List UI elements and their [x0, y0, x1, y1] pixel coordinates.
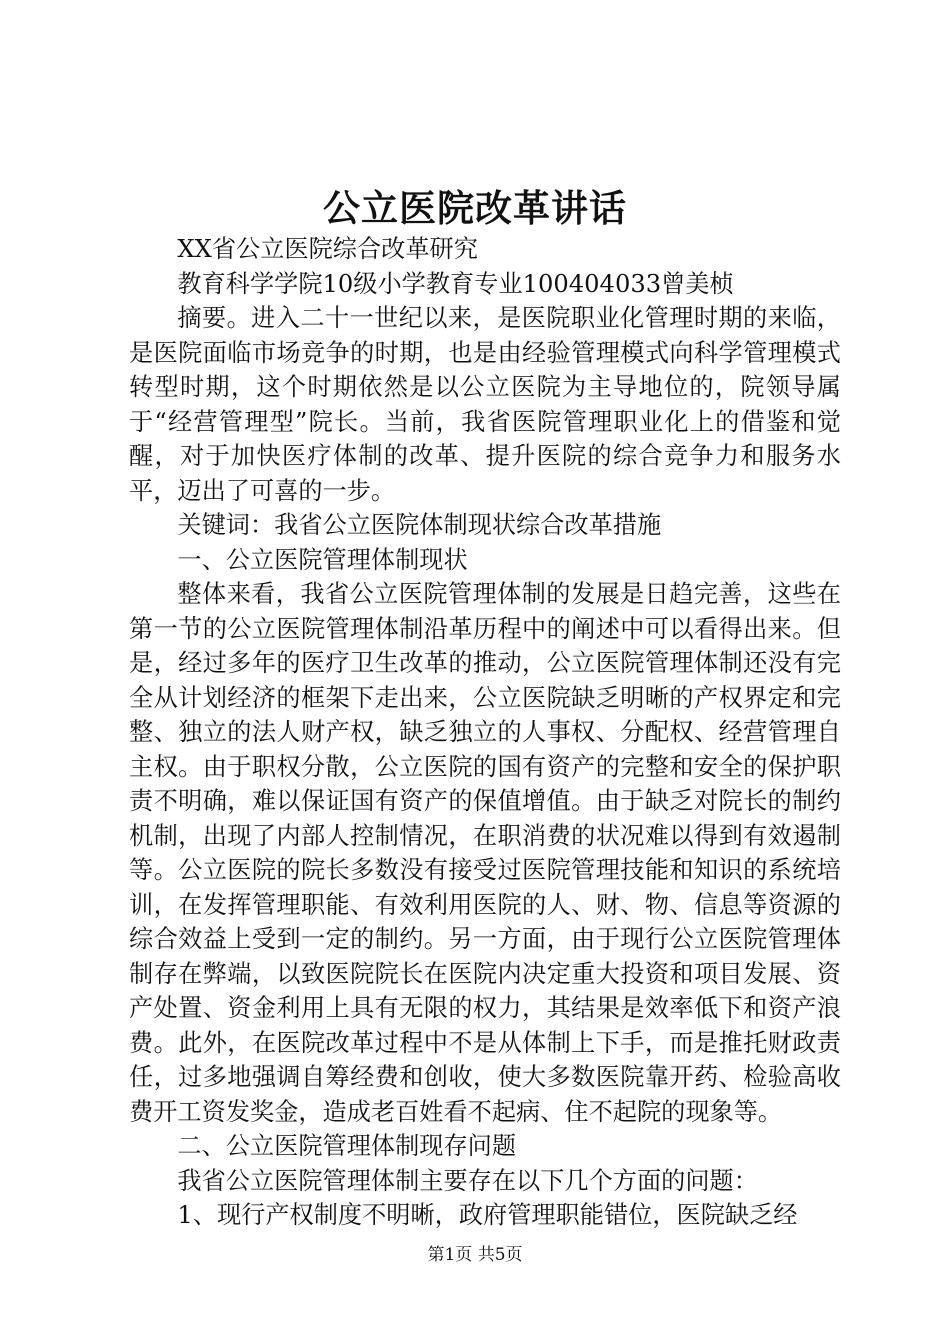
paragraph-abstract: 摘要。进入二十一世纪以来，是医院职业化管理时期的来临，是医院面临市场竞争的时期，也是由经验管理模式向科学管理模式转型时期，这个时期依然是以公立医院为主导地位的，院领导属于“经营管理型”院长。当前，我省医院管理职业化上的借鉴和觉醒，对于加快医疗体制的改革、提升医院的综合竞争力和服务水平，迈出了可喜的一步。 — [129, 304, 841, 505]
page-footer: 第1页 共5页 — [427, 1245, 523, 1265]
paragraph-section-1-body: 整体来看，我省公立医院管理体制的发展是日趋完善，这些在第一节的公立医院管理体制沿革历程中的阐述中可以看得出来。但是，经过多年的医疗卫生改革的推动，公立医院管理体制还没有完全从计划经济的框架下走出来，公立医院缺乏明晰的产权界定和完整、独立的法人财产权，缺乏独立的人事权、分配权、经营管理自主权。由于职权分散，公立医院的国有资产的完整和安全的保护职责不明确，难以保证国有资产的保值增值。由于缺乏对院长的制约机制，出现了内部人控制情况，在职消费的状况难以得到有效遏制等。公立医院的院长多数没有接受过医院管理技能和知识的系统培训，在发挥管理职能、有效利用医院的人、财、物、信息等资源的综合效益上受到一定的制约。另一方面，由于现行公立医院管理体制存在弊端，以致医院院长在医院内决定重大投资和项目发展、资产处置、资金利用上具有无限的权力，其结果是效率低下和资产浪费。此外，在医院改革过程中不是从体制上下手，而是推托财政责任，过多地强调自筹经费和创收，使大多数医院靠开药、检验高收费开工资发奖金，造成老百姓看不起病、住不起院的现象等。 — [129, 580, 841, 1126]
paragraph-author: 教育科学学院10级小学教育专业100404033曾美桢 — [177, 269, 734, 298]
document-body — [129, 232, 841, 1233]
paragraph-subtitle: XX省公立医院综合改革研究 — [177, 235, 478, 263]
section-heading-1: 一、公立医院管理体制现状 — [177, 545, 468, 574]
document-title: 公立医院改革讲话 — [323, 186, 627, 230]
paragraph-keywords: 关键词：我省公立医院体制现状综合改革措施 — [177, 511, 662, 539]
paragraph-section-2-item-1: 1、现行产权制度不明晰，政府管理职能错位，医院缺乏经 — [177, 1201, 798, 1229]
paragraph-section-2-intro: 我省公立医院管理体制主要存在以下几个方面的问题： — [177, 1166, 758, 1195]
section-heading-2: 二、公立医院管理体制现存问题 — [177, 1132, 517, 1160]
